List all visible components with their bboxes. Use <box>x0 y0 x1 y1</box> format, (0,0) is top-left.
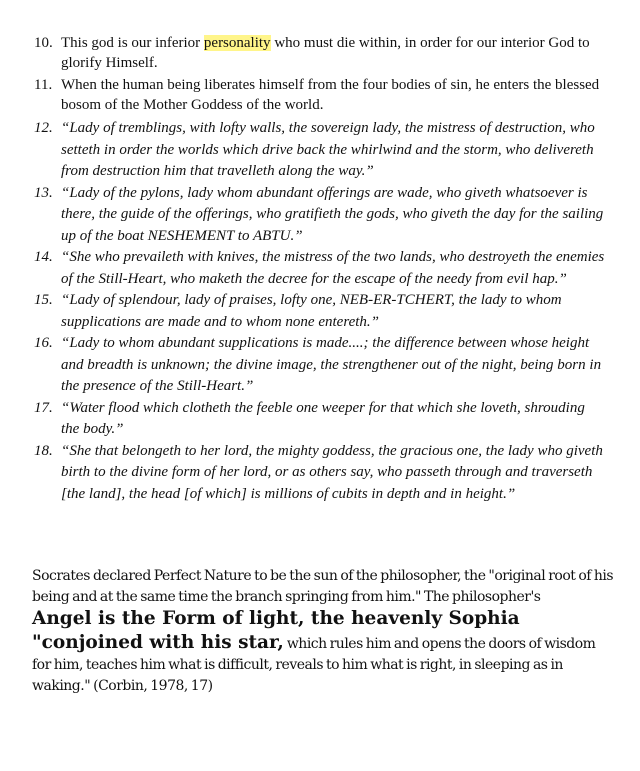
list-item <box>34 333 606 398</box>
list-item <box>34 183 606 248</box>
list-item <box>34 398 606 441</box>
item-text: When the human being liberates himself from the four bodies of sin, he enters the blessed bosom of the Mother Goddess of the world. <box>61 77 600 113</box>
item-text: “Lady of the pylons, lady whom abundant offerings are wade, who giveth whatsoever is there, the guide of the offerings, who gratifieth the gods, who giveth the day for the sailing up of the boat NESHEMENT to ABTU.” <box>61 184 604 244</box>
item-text: “Water flood which clotheth the feeble one weeper for that which she loveth, shrouding the body.” <box>61 399 585 437</box>
highlighted-word: personality <box>203 35 271 51</box>
item-text: “Lady of tremblings, with lofty walls, the sovereign lady, the mistress of destruction, who setteth in order the worlds which drive back the whirlwind and the storm, who delivereth from destruction him that travelleth along the way.” <box>61 120 595 179</box>
item-text: “She who prevaileth with knives, the mistress of the two lands, who destroyeth the enemies of the Still-Heart, who maketh the decree for the escape of the needy from evil hap.” <box>61 249 605 287</box>
item-number: 13. <box>34 184 53 201</box>
item-number: 16. <box>34 335 53 351</box>
item-number: 11. <box>34 77 53 93</box>
item-number: 18. <box>34 442 53 459</box>
item-number: 15. <box>34 292 53 308</box>
item-number: 12. <box>34 120 53 136</box>
list-item <box>34 34 606 73</box>
item-text: “Lady to whom abundant supplications is made....; the difference between whose height and breadth is unknown; the divine image, the strengthener out of the night, being born in the presence of the Still-Heart.” <box>61 335 602 394</box>
item-number: 14. <box>34 249 53 265</box>
emphasized-text: Angel is the Form of light, the heavenly Sophia "conjoined with his star, <box>32 608 520 653</box>
item-number: 17. <box>34 399 53 416</box>
paragraph-text: which rules him and opens the doors of wisdom for him, teaches him what is difficult, reveals to him what is right, in sleeping as in waking." (Corbin, 1978, 17) <box>32 636 596 694</box>
paragraph-text: Socrates declared Perfect Nature to be the sun of the philosopher, the "original root of his being and at the same time the branch springing from him." The philosopher's <box>32 568 614 605</box>
item-text: “Lady of splendour, lady of praises, lofty one, NEB-ER-TCHERT, the lady to whom supplications are made and to whom none entereth.” <box>61 292 562 330</box>
item-text: This god is our inferior personality who must die within, in order for our interior God to glorify Himself. <box>61 35 590 71</box>
numbered-list <box>34 34 606 505</box>
list-item <box>34 118 606 183</box>
list-item <box>34 290 606 333</box>
item-text: “She that belongeth to her lord, the mighty goddess, the gracious one, the lady who giveth birth to the divine form of her lord, or as others say, who passeth through and traverseth [the land], the head [of which] is millions of cubits in depth and in height.” <box>61 442 603 502</box>
list-item <box>34 247 606 290</box>
item-number: 10. <box>34 35 53 51</box>
list-item <box>34 76 606 115</box>
body-paragraph <box>32 566 617 696</box>
list-item <box>34 441 606 506</box>
